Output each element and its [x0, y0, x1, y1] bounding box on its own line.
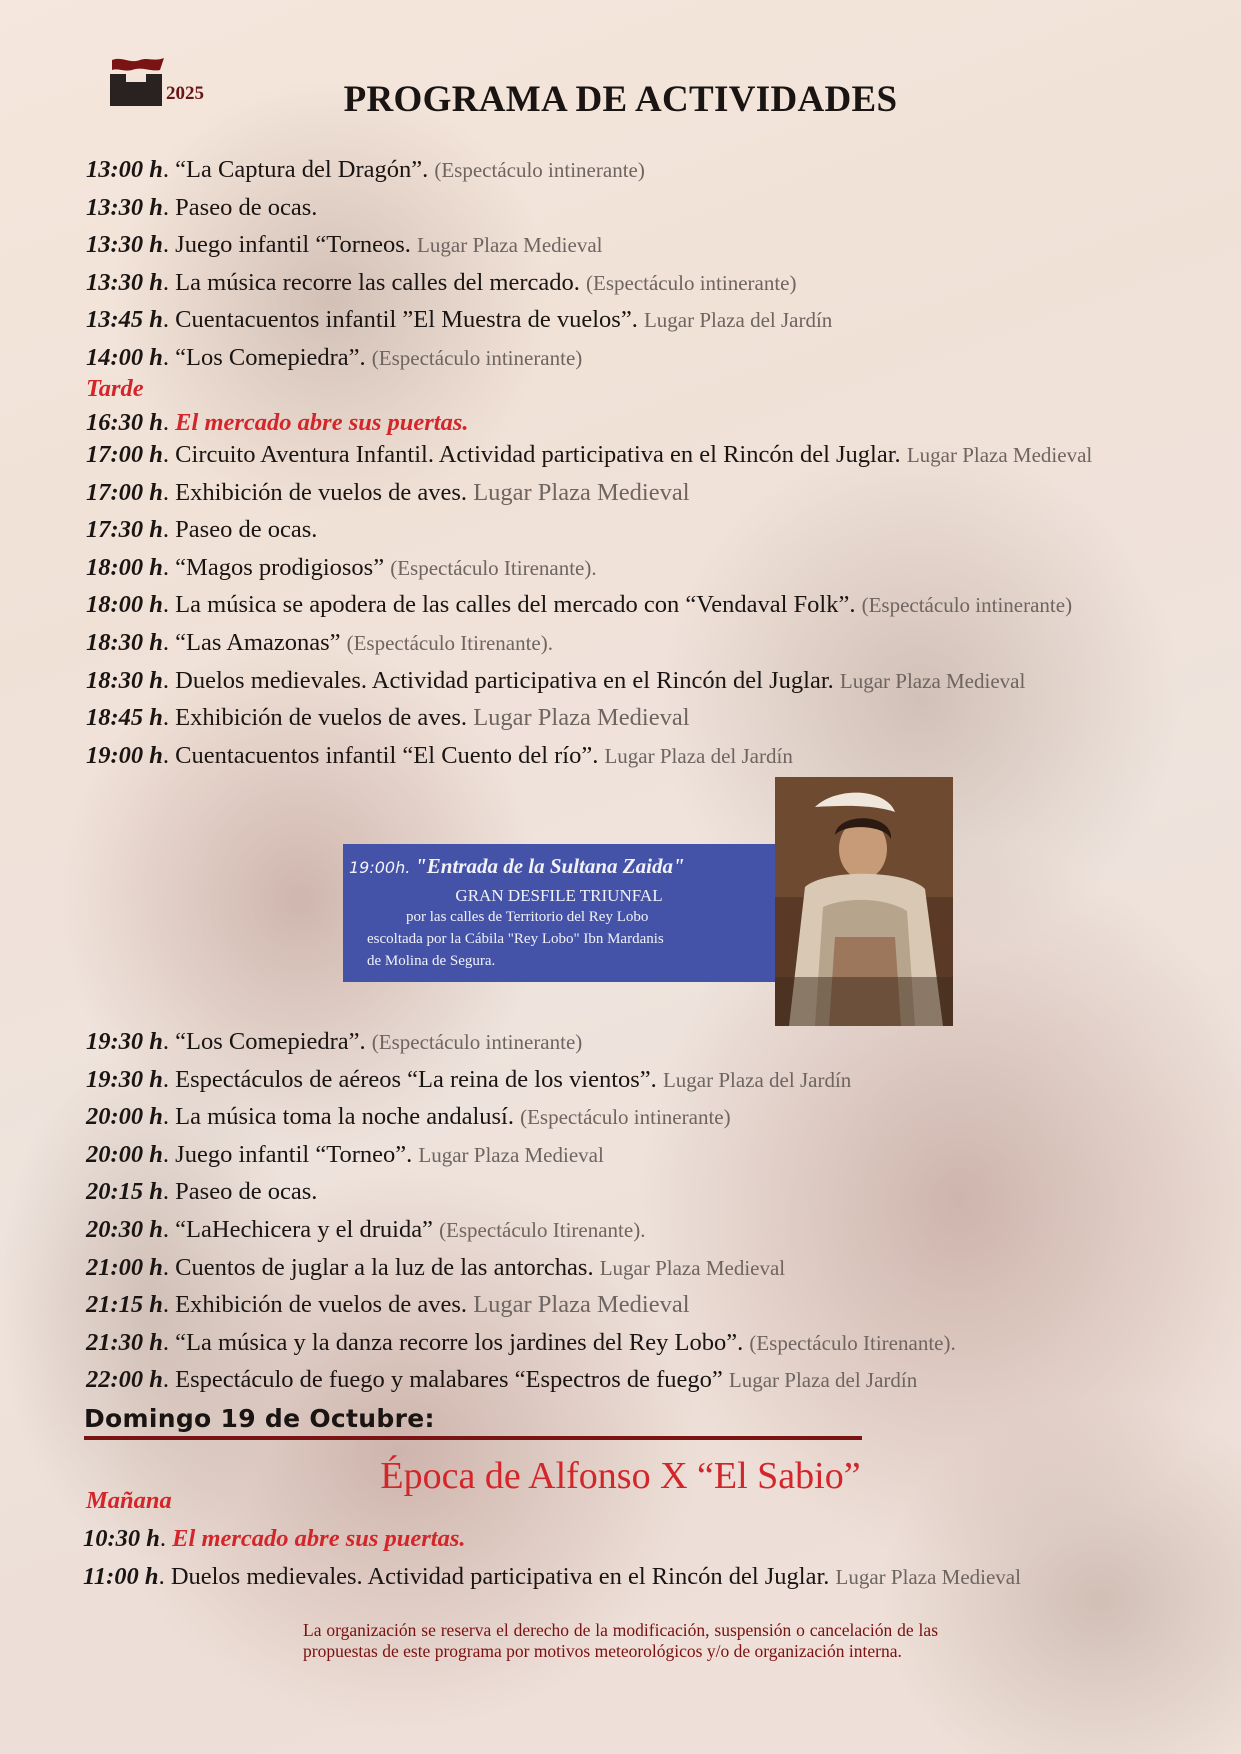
item-event: Paseo de ocas.: [175, 1178, 318, 1206]
item-time: 19:30 h: [86, 1065, 163, 1093]
schedule-item: 20:00 h. La música toma la noche andalusí. (Espectáculo intinerante): [86, 1103, 731, 1131]
item-time: 13:30 h: [86, 193, 163, 221]
schedule-item: 13:30 h. Paseo de ocas.: [86, 193, 318, 221]
schedule-item-opening: 16:30 h. El mercado abre sus puertas.: [86, 409, 469, 436]
item-time: 18:00 h: [86, 591, 163, 619]
item-location: Lugar Plaza Medieval: [473, 1291, 690, 1319]
item-time: 19:30 h: [86, 1028, 163, 1055]
schedule-item: 21:30 h. “La música y la danza recorre los jardines del Rey Lobo”. (Espectáculo Itirenante).: [86, 1328, 956, 1356]
item-location: Lugar Plaza Medieval: [906, 443, 1093, 467]
schedule-item: 22:00 h. Espectáculo de fuego y malabares “Espectros de fuego” Lugar Plaza del Jardín: [86, 1366, 918, 1394]
item-time: 19:00 h: [86, 741, 163, 769]
item-event: Juego infantil “Torneo”.: [175, 1140, 413, 1168]
item-event: Paseo de ocas.: [175, 516, 318, 544]
item-event: La música toma la noche andalusí.: [175, 1103, 514, 1131]
item-location: (Espectáculo intinerante): [586, 270, 797, 295]
item-time: 17:00 h: [86, 441, 163, 468]
schedule-item: 13:30 h. La música recorre las calles del mercado. (Espectáculo intinerante): [86, 268, 797, 296]
schedule-item: 13:45 h. Cuentacuentos infantil ”El Muestra de vuelos”. Lugar Plaza del Jardín: [86, 306, 833, 334]
heading-divider: [84, 1436, 862, 1440]
item-event: Circuito Aventura Infantil. Actividad participativa en el Rincón del Juglar.: [175, 441, 901, 468]
schedule-item: 18:00 h. La música se apodera de las calles del mercado con “Vendaval Folk”. (Espectáculo intinerante): [86, 591, 1073, 619]
schedule-item: 17:00 h. Circuito Aventura Infantil. Actividad participativa en el Rincón del Juglar. Lugar Plaza Medieval: [86, 441, 1093, 468]
schedule-item: 19:30 h. “Los Comepiedra”. (Espectáculo intinerante): [86, 1028, 583, 1055]
schedule-item: 17:00 h. Exhibición de vuelos de aves. Lugar Plaza Medieval: [86, 478, 690, 506]
schedule-item: 21:00 h. Cuentos de juglar a la luz de las antorchas. Lugar Plaza Medieval: [86, 1253, 786, 1281]
item-time: 21:00 h: [86, 1253, 163, 1281]
parade-subtitle: GRAN DESFILE TRIUNFAL: [455, 886, 663, 905]
item-time: 14:00 h: [86, 344, 163, 371]
item-location: Lugar Plaza del Jardín: [662, 1067, 852, 1092]
parade-line: escoltada por la Cábila "Rey Lobo" Ibn Mardanis: [367, 931, 664, 947]
epoch-title: Época de Alfonso X “El Sabio”: [380, 1455, 861, 1497]
schedule-item: 13:30 h. Juego infantil “Torneos. Lugar Plaza Medieval: [86, 231, 603, 259]
item-event: “Magos prodigiosos”: [175, 553, 385, 581]
item-time: 13:00 h: [86, 156, 163, 183]
item-location: (Espectáculo Itirenante).: [346, 631, 553, 655]
parade-box: [343, 844, 775, 982]
item-location: Lugar Plaza del Jardín: [604, 743, 793, 768]
item-event: “LaHechicera y el druida”: [175, 1216, 433, 1243]
item-location: (Espectáculo Itirenante).: [749, 1330, 956, 1355]
item-event: Exhibición de vuelos de aves.: [175, 704, 468, 732]
item-event: El mercado abre sus puertas.: [172, 1525, 466, 1552]
sultana-portrait: [775, 777, 953, 1026]
item-location: Lugar Plaza Medieval: [835, 1565, 1021, 1589]
item-location: Lugar Plaza del Jardín: [643, 308, 833, 333]
item-location: Lugar Plaza Medieval: [599, 1255, 786, 1280]
item-time: 20:00 h: [86, 1103, 163, 1131]
section-manana: Mañana: [86, 1487, 172, 1514]
schedule-item: 19:00 h. Cuentacuentos infantil “El Cuento del río”. Lugar Plaza del Jardín: [86, 741, 793, 769]
item-event: “Las Amazonas”: [175, 629, 341, 656]
item-location: (Espectáculo intinerante): [371, 1030, 583, 1054]
schedule-item: 11:00 h. Duelos medievales. Actividad participativa en el Rincón del Juglar. Lugar Plaza Medieval: [83, 1563, 1021, 1590]
item-time: 18:00 h: [86, 553, 163, 581]
item-location: (Espectáculo Itirenante).: [439, 1218, 646, 1242]
item-event: La música recorre las calles del mercado.: [175, 268, 580, 296]
item-time: 20:15 h: [86, 1178, 163, 1206]
item-time: 16:30 h: [86, 409, 163, 436]
item-location: Lugar Plaza Medieval: [418, 1142, 604, 1167]
parade-name: "Entrada de la Sultana Zaida": [415, 854, 685, 878]
schedule-item: 20:15 h. Paseo de ocas.: [86, 1178, 318, 1206]
item-time: 18:45 h: [86, 704, 163, 732]
item-event: Espectáculo de fuego y malabares “Espectros de fuego”: [175, 1366, 723, 1394]
parade-line: por las calles de Territorio del Rey Lobo: [406, 909, 649, 925]
item-event: “La Captura del Dragón”.: [175, 156, 429, 183]
item-event: Duelos medievales. Actividad participativa en el Rincón del Juglar.: [175, 666, 834, 694]
schedule-item: 19:30 h. Espectáculos de aéreos “La reina de los vientos”. Lugar Plaza del Jardín: [86, 1065, 852, 1093]
item-time: 20:00 h: [86, 1140, 163, 1168]
schedule-item: 18:30 h. “Las Amazonas” (Espectáculo Itirenante).: [86, 629, 553, 656]
schedule-item-opening-sunday: 10:30 h. El mercado abre sus puertas.: [83, 1525, 466, 1552]
item-event: “Los Comepiedra”.: [175, 1028, 366, 1055]
item-location: (Espectáculo intinerante): [861, 593, 1073, 618]
item-event: Cuentacuentos infantil ”El Muestra de vuelos”.: [175, 306, 638, 334]
item-time: 21:30 h: [86, 1328, 163, 1356]
item-event: Paseo de ocas.: [175, 193, 318, 221]
item-time: 18:30 h: [86, 666, 163, 694]
parade-line: de Molina de Segura.: [367, 953, 496, 969]
item-time: 10:30 h: [83, 1525, 160, 1552]
item-location: Lugar Plaza Medieval: [473, 704, 690, 732]
item-event: “La música y la danza recorre los jardines del Rey Lobo”.: [175, 1328, 744, 1356]
schedule-item: 20:00 h. Juego infantil “Torneo”. Lugar Plaza Medieval: [86, 1140, 604, 1168]
item-event: Exhibición de vuelos de aves.: [175, 478, 468, 506]
item-time: 11:00 h: [83, 1563, 159, 1590]
item-event: Juego infantil “Torneos.: [175, 231, 411, 259]
item-location: Lugar Plaza del Jardín: [728, 1368, 918, 1393]
logo-year: 2025: [166, 83, 204, 104]
item-event: Duelos medievales. Actividad participativa en el Rincón del Juglar.: [170, 1563, 830, 1590]
item-time: 17:30 h: [86, 516, 163, 544]
item-location: Lugar Plaza Medieval: [473, 478, 690, 506]
item-event: Exhibición de vuelos de aves.: [175, 1291, 468, 1319]
item-time: 20:30 h: [86, 1216, 163, 1243]
item-event: El mercado abre sus puertas.: [175, 409, 469, 436]
item-location: Lugar Plaza Medieval: [417, 233, 603, 258]
item-time: 13:45 h: [86, 306, 163, 334]
item-time: 13:30 h: [86, 268, 163, 296]
schedule-item: 13:00 h. “La Captura del Dragón”. (Espectáculo intinerante): [86, 156, 645, 183]
page-title: PROGRAMA DE ACTIVIDADES: [343, 79, 898, 120]
item-location: Lugar Plaza Medieval: [839, 668, 1026, 693]
schedule-item: 17:30 h. Paseo de ocas.: [86, 516, 318, 544]
item-event: Cuentos de juglar a la luz de las antorchas.: [175, 1253, 594, 1281]
organization-note: La organización se reserva el derecho de la modificación, suspensión o cancelación de las propuestas de este programa por motivos meteorológicos y/o de organización interna.: [303, 1620, 938, 1661]
schedule-item: 18:00 h. “Magos prodigiosos” (Espectáculo Itirenante).: [86, 553, 597, 581]
item-event: “Los Comepiedra”.: [175, 344, 366, 371]
item-time: 22:00 h: [86, 1366, 163, 1394]
schedule-item: 18:30 h. Duelos medievales. Actividad participativa en el Rincón del Juglar. Lugar Plaza Medieval: [86, 666, 1026, 694]
schedule-item: 14:00 h. “Los Comepiedra”. (Espectáculo intinerante): [86, 344, 583, 371]
item-location: (Espectáculo Itirenante).: [390, 555, 597, 580]
section-tarde: Tarde: [86, 375, 144, 402]
item-time: 13:30 h: [86, 231, 163, 259]
item-event: La música se apodera de las calles del mercado con “Vendaval Folk”.: [175, 591, 856, 619]
item-event: Espectáculos de aéreos “La reina de los vientos”.: [175, 1065, 657, 1093]
item-time: 21:15 h: [86, 1291, 163, 1319]
schedule-item: 21:15 h. Exhibición de vuelos de aves. Lugar Plaza Medieval: [86, 1291, 690, 1319]
item-location: (Espectáculo intinerante): [434, 158, 645, 182]
parade-time: 19:00h.: [349, 858, 411, 877]
schedule-item: 18:45 h. Exhibición de vuelos de aves. Lugar Plaza Medieval: [86, 704, 690, 732]
schedule-item: 20:30 h. “LaHechicera y el druida” (Espectáculo Itirenante).: [86, 1216, 646, 1243]
item-location: (Espectáculo intinerante): [520, 1105, 731, 1130]
item-event: Cuentacuentos infantil “El Cuento del río”.: [175, 741, 599, 769]
item-time: 18:30 h: [86, 629, 163, 656]
item-time: 17:00 h: [86, 478, 163, 506]
item-location: (Espectáculo intinerante): [371, 346, 583, 370]
sunday-heading: Domingo 19 de Octubre:: [84, 1404, 435, 1433]
